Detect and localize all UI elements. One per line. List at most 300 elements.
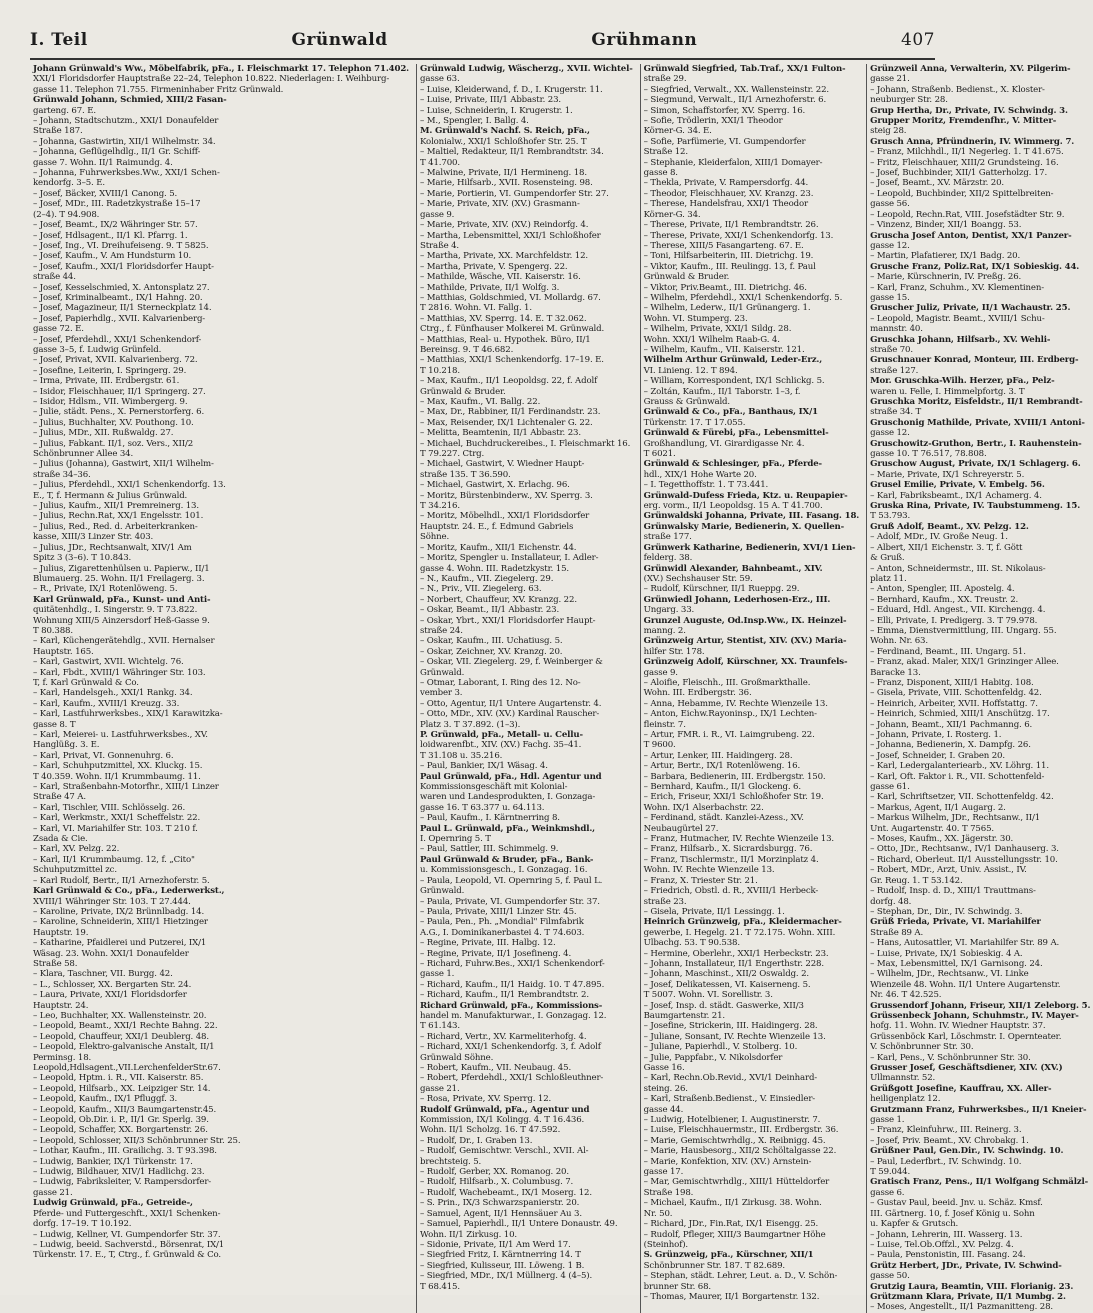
directory-entry-line: gasse 10. T 76.517, 78.808. [870, 449, 987, 460]
directory-entry-line: Perminsg. 18. [33, 1052, 92, 1063]
directory-entry-line: – Leopold, Kaufm., IX/1 Pfluggf. 3. [33, 1094, 178, 1105]
directory-entry-line: V. Schönbrunner Str. 30. [870, 1042, 974, 1053]
directory-entry-line: Neubaugürtel 27. [643, 823, 719, 834]
directory-entry-heading: Gruß Adolf, Beamt., XV. Pelzg. 12. [870, 521, 1029, 532]
directory-entry-line: – I. Tegetthoffstr. 1. T 73.441. [643, 480, 769, 491]
directory-entry-line: – Karoline, Private, IX/2 Brünnlbadg. 14. [33, 906, 205, 917]
directory-entry-line: Straße 4. [420, 240, 459, 251]
directory-entry-line: – Julius, Buchhalter, XV. Pouthong. 10. [33, 417, 194, 428]
directory-entry-line: Großhandlung, VI. Girardigasse Nr. 4. [643, 438, 805, 449]
directory-entry-line: Straße 47 A. [33, 792, 86, 803]
directory-entry-line: – Josef, Priv. Beamt., XV. Chrobakg. 1. [870, 1135, 1029, 1146]
directory-entry-line: gasse 16. T 63.377 u. 64.113. [420, 802, 545, 813]
header-rule [30, 58, 935, 60]
directory-entry-heading: Grüssenbeck Johann, Schuhmstr., IV. Mayer- [870, 1010, 1079, 1021]
directory-entry-line: – Johann, Private, I. Rosterg. 1. [870, 730, 1002, 740]
directory-entry-line: Wohn. XXI/1 Wilhelm Raab-G. 4. [643, 334, 780, 345]
directory-entry-line: Nr. 46. T 42.525. [870, 990, 942, 1001]
directory-entry-line: – Robert, Kaufm., VII. Neubaug. 45. [420, 1063, 572, 1073]
directory-entry-line: – Moses, Kaufm., XX. Jägerstr. 30. [870, 834, 1014, 845]
directory-entry-line: – Eduard, Hdl. Angest., VII. Kirchengg. 4. [870, 605, 1046, 616]
directory-entry-line: – Luise, Schneiderin, I. Krugerstr. 1. [420, 105, 573, 116]
directory-entry-line: – Karl, Meierei- u. Lastfuhrwerksbes., XV. [33, 730, 208, 740]
directory-entry-heading: Heinrich Grünzweig, pFa., Kleidermacher- [643, 917, 842, 928]
directory-entry-line: gasse 63. [420, 74, 460, 85]
directory-entry-line: – Rudolf, Gerber, XX. Romanog. 20. [420, 1167, 569, 1178]
directory-entry-line: – Max, Lebensmittel, IX/1 Garnisong. 24. [870, 958, 1043, 969]
directory-entry-line: – Moses, Angestellt., II/1 Pazmanitteng. 28. [870, 1302, 1053, 1313]
directory-entry-line: – Therese, Handelsfrau, XXI/1 Theodor [643, 199, 808, 210]
directory-entry-line: – Melitta, Beamtenin, II/1 Abbastr. 23. [420, 428, 581, 439]
directory-entry-line: – Stephanie, Kleiderfalon, XIII/1 Domayer- [643, 157, 823, 168]
directory-entry-line: – Laura, Private, XXI/1 Floridsdorfer [33, 990, 187, 1001]
directory-entry-line: – Franz, Milchhdl., II/1 Negerleg. 1. T 41.675. [870, 147, 1064, 158]
directory-entry-line: – Paul, Lederfbrt., IV. Schwindg. 10. [870, 1156, 1022, 1167]
directory-entry-line: – Richard, Kaufm., II/1 Rembrandtstr. 2. [420, 990, 589, 1001]
directory-entry-line: – Martha, Lebensmittel, XXI/1 Schloßhofer [420, 230, 601, 241]
directory-entry-line: Türkenstr. 17. T 17.055. [643, 417, 746, 428]
directory-entry-line: Straße 89 A. [870, 927, 924, 938]
directory-entry-line: – Siegfried, Verwalt., XX. Wallensteinstr. 22. [643, 84, 829, 95]
directory-entry-heading: Grusser Josef, Geschäftsdiener, XIV. (XV.) [870, 1063, 1063, 1073]
directory-entry-line: – Johann, Beamt., XII/1 Pachmanng. 6. [870, 719, 1033, 730]
directory-entry-line: – Karl, Gastwirt, XVII. Wichtelg. 76. [33, 657, 184, 668]
directory-entry-line: – Karl, Schriftsetzer, VII. Schottenfeldg. 42. [870, 792, 1054, 803]
directory-entry-line: A.G., I. Dominikanerbastei 4. T 74.603. [420, 927, 585, 938]
directory-entry-line: – Josef, Kriminalbeamt., IX/1 Hahng. 20. [33, 292, 203, 303]
directory-entry-heading: Grutzig Laura, Beamtin, VIII. Florianig. 23. [870, 1281, 1074, 1292]
directory-entry-line: Grünwald & Bruder. [420, 386, 506, 397]
directory-entry-line: – Karl, Franz, Schuhm., XV. Klementinen- [870, 282, 1044, 293]
directory-entry-line: Grünwald & Bruder. [643, 272, 730, 283]
directory-entry-line: – Fritz, Fleischhauer, XIII/2 Grundsteing. 16. [870, 157, 1059, 168]
page-number: 407 [901, 30, 935, 50]
directory-entry-heading: Grüß Frieda, Private, VI. Mariahilfer [870, 917, 1041, 928]
directory-entry-line: Hauptstr. 24. [33, 1000, 89, 1011]
directory-entry-line: – Martha, Private, V. Spengerg. 22. [420, 261, 568, 272]
directory-entry-line: T 53.793. [870, 511, 911, 522]
directory-entry-line: – Josef, Beamt., XV. Märzstr. 20. [870, 178, 1004, 189]
directory-entry-line: – Markus Wilhelm, JDr., Rechtsanw., II/1 [870, 813, 1041, 824]
directory-entry-line: – Stephan, städt. Lehrer, Leut. a. D., V. Schön- [643, 1271, 838, 1282]
directory-entry-line: – Wilhelm, JDr., Rechtsanw., VI. Linke [870, 969, 1029, 980]
directory-entry-heading: Grünwald & Co., pFa., Banthaus, IX/1 [643, 407, 818, 418]
directory-entry-line: – Viktor, Kaufm., III. Reulingg. 13, f. Paul [643, 261, 816, 272]
directory-entry-line: gasse 8. [643, 168, 678, 179]
directory-entry-line: – Karl, Straßenbahn-Motorfhr., XIII/1 Linzer [33, 782, 219, 793]
directory-entry-line: – Luise, Kleiderwand, f. D., I. Krugerstr. 11. [420, 84, 603, 95]
directory-column-1 [30, 64, 412, 1313]
directory-entry-line: – Robert, MDr., Arzt, Univ. Assist., IV. [870, 865, 1027, 876]
directory-entry-heading: Grünwald & Schlesinger, pFa., Pferde- [643, 459, 822, 470]
directory-entry-line: Kolonialw., XXI/1 Schloßhofer Str. 25. T [420, 136, 587, 147]
directory-entry-line: – Josef, Pferdehdl., XXI/1 Schenkendorf- [33, 334, 202, 345]
directory-entry-line: – Marie, Private, IX/1 Schreyerstr. 5. [870, 469, 1025, 480]
directory-entry-heading: Karl Grünwald & Co., pFa., Lederwerkst., [33, 886, 225, 897]
directory-entry-line: – Thomas, Maurer, II/1 Borgartenstr. 132. [643, 1291, 820, 1302]
directory-entry-line: – Karl, Oft. Faktor i. R., VII. Schottenfeld- [870, 771, 1045, 782]
directory-entry-heading: P. Grünwald, pFa., Metall- u. Cellu- [420, 730, 583, 740]
directory-entry-line: – Franz, Hutmacher, IV. Rechte Wienzeile 13. [643, 834, 834, 845]
directory-entry-line: Straße 198. [643, 1187, 694, 1198]
directory-entry-line: – Julius, Red., Red. d. Arbeiterkranken- [33, 521, 198, 532]
directory-entry-heading: Paul Grünwald, pFa., Hdl. Agentur und [420, 771, 602, 782]
directory-entry-line: Spitz 3 (3–6). T 10.843. [33, 553, 132, 564]
directory-entry-line: straße 44. [33, 272, 76, 283]
directory-entry-line: – Paula, Leopold, VI. Opernring 5, f. Paul L. [420, 875, 603, 886]
directory-entry-line: – Karl, Handelsgeh., XXI/1 Rankg. 34. [33, 688, 193, 699]
directory-entry-line: – Karoline, Schneiderin, XIII/1 Hietzinger [33, 917, 208, 928]
directory-entry-line: – Leopold, Elektro-galvanische Anstalt, II/1 [33, 1042, 215, 1053]
directory-entry-line: T 10.218. [420, 365, 460, 376]
directory-entry-line: – Josef, Delikatessen, VI. Kaiserneng. 5. [643, 979, 811, 990]
directory-entry-line: – S. Prin., IX/3 Schwarzspanierstr. 20. [420, 1198, 580, 1209]
directory-entry-line: Grünwald Söhne. [420, 1052, 494, 1063]
directory-entry-line: T 6021. [643, 449, 676, 460]
directory-entry-line: – Julius, Fabkant. II/1, soz. Vers., XII/2 [33, 438, 194, 449]
directory-entry-line: gewerbe, I. Hegelg. 21. T 72.175. Wohn. XIII. [643, 927, 836, 938]
directory-entry-line: T 40.359. Wohn. II/1 Krummbaumg. 11. [33, 771, 201, 782]
directory-entry-line: – Josefine, Strickerin, III. Haidingerg. 28. [643, 1021, 818, 1032]
directory-entry-line: brechtsteig. 5. [420, 1156, 482, 1167]
directory-entry-line: gasse 12. [870, 240, 910, 251]
directory-entry-line: – Aloifie, Fleischh., III. Großmarkthalle. [643, 677, 811, 688]
directory-entry-line: – Anton, Schneidermstr., III. St. Nikolaus- [870, 563, 1046, 574]
directory-entry-line: Kommission, IX/1 Kolingg. 4. T 16.436. [420, 1115, 585, 1126]
directory-entry-line: gasse 15. [870, 292, 910, 303]
directory-entry-line: Körner-G. 34. [643, 209, 701, 220]
directory-entry-line: VI. Linieng. 12. T 894. [643, 365, 738, 376]
directory-entry-line: – Johanna, Gastwirtin, XII/1 Wilhelmstr. 34. [33, 136, 216, 147]
directory-entry-line: – Franz, Hilfsarb., X. Sicrardsburgg. 76. [643, 844, 813, 855]
directory-entry-heading: Grup Hertha, Dr., Private, IV. Schwindg. 3. [870, 105, 1068, 116]
directory-entry-line: – Maltiel, Redakteur, II/1 Rembrandtstr. 34. [420, 147, 604, 158]
directory-entry-line: – Ludwig, Bankier, IX/1 Türkenstr. 17. [33, 1156, 193, 1167]
directory-entry-line: – Karl, Fbdt., XVIII/1 Währinger Str. 103. [33, 667, 206, 678]
directory-entry-line: Grünwald. [420, 667, 465, 678]
directory-entry-line: Wohn. II/1 Zirkusg. 10. [420, 1229, 518, 1240]
directory-entry-line: Baumgartenstr. 21. [643, 1010, 726, 1021]
directory-entry-line: – Emma, Dienstvermittlung, III. Ungarg. 55. [870, 625, 1057, 636]
directory-entry-line: Söhne. [420, 532, 450, 543]
directory-entry-line: – Malwine, Private, II/1 Hermineng. 18. [420, 168, 587, 179]
directory-entry-line: kendorfg. 3–5. E. [33, 178, 105, 189]
directory-entry-line: – Paul, Bankier, IX/1 Wäsag. 4. [420, 761, 548, 772]
directory-entry-line: T 5007. Wohn. VI. Sorellistr. 3. [643, 990, 773, 1001]
directory-entry-line: – Zoltán, Kaufm., II/1 Taborstr. 1–3, f. [643, 386, 801, 397]
directory-entry-line: – Karl, Tischler, VIII. Schlösselg. 26. [33, 802, 186, 813]
directory-entry-line: – Marie, Konfektion, XIV. (XV.) Arnstein- [643, 1156, 812, 1167]
directory-entry-line: gasse 1. [870, 1115, 905, 1126]
directory-entry-line: – Karl, Werkmstr., XXI/1 Scheffelstr. 22. [33, 813, 201, 824]
directory-entry-line: platz 11. [870, 573, 907, 584]
directory-entry-line: – Regine, Private, III. Halbg. 12. [420, 938, 556, 949]
directory-entry-line: – Leopold, Rechn.Rat, VIII. Josefstädter Str. 9. [870, 209, 1065, 220]
directory-entry-heading: Grütz Herbert, JDr., Private, IV. Schwind- [870, 1260, 1062, 1271]
directory-entry-line: Straße 187. [33, 126, 83, 137]
directory-entry-heading: Grutzmann Franz, Fuhrwerksbes., II/1 Kneier- [870, 1104, 1087, 1115]
directory-column-4 [866, 64, 1093, 1313]
directory-entry-line: gasse 17. [643, 1167, 684, 1178]
directory-entry-heading: Karl Grünwald, pFa., Kunst- und Anti- [33, 594, 211, 605]
directory-entry-line: u. Kapfer & Grutsch. [870, 1219, 959, 1230]
directory-entry-heading: Paul L. Grünwald, pFa., Weinkmshdl., [420, 823, 596, 834]
directory-entry-line: – Wilhelm, Lederw., II/1 Grünangerg. 1. [643, 303, 811, 314]
directory-entry-line: Wohn. III. Erdbergstr. 36. [643, 688, 752, 699]
directory-entry-line: Schönbrunner Allee 34. [33, 449, 134, 460]
directory-entry-line: – Isidor, Fleischhauer, II/1 Springerg. 27. [33, 386, 206, 397]
directory-entry-line: – Heinrich, Arbeiter, XVII. Hoffstattg. 7. [870, 698, 1038, 709]
directory-entry-line: – Leopold, Schaffer, XX. Borgartenstr. 26. [33, 1125, 208, 1136]
directory-entry-line: felderg. 38. [643, 553, 693, 564]
directory-entry-line: – Otmar, Laborant, I. Ring des 12. No- [420, 677, 581, 688]
directory-entry-line: – Rudolf, Insp. d. D., XIII/1 Trauttmans- [870, 886, 1036, 897]
directory-entry-line: – Karl, Privat, VI. Gonnenuhrg. 6. [33, 750, 174, 761]
directory-entry-line: dorfg. 48. [870, 896, 912, 907]
directory-entry-line: Grünwald. [420, 886, 465, 897]
directory-entry-line: – Rudolf, Gemischtwr. Verschl., XVII. Al- [420, 1146, 589, 1157]
directory-entry-line: Straße 58. [33, 958, 78, 969]
directory-entry-line: gasse 61. [870, 782, 910, 793]
directory-entry-line: – Juliane, Sonsant, IV. Rechte Wienzeile 13. [643, 1031, 826, 1042]
directory-entry-line: T 41.700. [420, 157, 460, 168]
directory-entry-heading: Wilhelm Arthur Grünwald, Leder-Erz., [643, 355, 823, 366]
directory-entry-line: – Katharine, Pfaidlerei und Putzerei, IX/1 [33, 938, 207, 949]
directory-entry-line: – Siegfried Fritz, I. Kärntnerring 14. T [420, 1250, 581, 1261]
directory-entry-line: Straße 12. [643, 147, 688, 158]
directory-entry-line: – Therese, Private, II/1 Rembrandtstr. 26. [643, 220, 819, 231]
directory-entry-line: Ullmannstr. 52. [870, 1073, 936, 1084]
directory-entry-heading: Grünwald Johann, Schmied, XIII/2 Fasan- [33, 95, 227, 106]
directory-entry-line: steing. 26. [643, 1083, 688, 1094]
directory-entry-line: – Ludwig, Bildhauer, XIV/1 Hadlichg. 23. [33, 1167, 205, 1178]
directory-entry-line: – Julius, Kaufm., XII/1 Premreinerg. 13. [33, 501, 199, 512]
directory-entry-line: Wohn. Nr. 63. [870, 636, 928, 647]
directory-entry-heading: Gruschnauer Konrad, Monteur, III. Erdberg- [870, 355, 1079, 366]
directory-entry-line: – Moritz, Möbelhdl., XXI/1 Floridsdorfer [420, 511, 590, 522]
directory-entry-line: – Ludwig, Kellner, VI. Gumpendorfer Str. 37. [33, 1229, 221, 1240]
directory-entry-line: straße 29. [643, 74, 687, 85]
directory-entry-line: – Leopold, Magistr. Beamt., XVIII/1 Schu- [870, 313, 1045, 324]
directory-entry-heading: Richard Grünwald, pFa., Kommissions- [420, 1000, 603, 1011]
directory-entry-line: – Johanna, Fuhrwerksbes.Ww., XXI/1 Schen- [33, 168, 220, 179]
directory-entry-heading: Gruska Rina, Private, IV. Taubstummeng. 15. [870, 501, 1081, 512]
running-head-first: Grünwald [291, 30, 388, 50]
directory-entry-heading: Grünzweig Artur, Stentist, XIV. (XV.) Maria- [643, 636, 847, 647]
directory-entry-line: – Wilhelm, Pferdehdl., XXI/1 Schenkendorfg. 5. [643, 292, 843, 303]
directory-entry-line: gasse 50. [870, 1271, 910, 1282]
directory-entry-line: Baracke 13. [870, 667, 921, 678]
directory-entry-line: – Richard, Oberleut. II/1 Ausstellungsstr. 10. [870, 854, 1058, 865]
directory-entry-line: – Oskar, Beamt., II/1 Abbastr. 23. [420, 605, 560, 616]
directory-entry-line: Pferde- und Futtergeschft., XXI/1 Schenken- [33, 1208, 221, 1219]
directory-entry-line: straße 24. [420, 625, 463, 636]
directory-entry-line: (2–4). T 94.908. [33, 209, 100, 220]
directory-entry-line: erg. vorm., II/1 Leopoldsg. 15 A. T 41.700. [643, 501, 823, 512]
directory-entry-line: – Julius, JDr., Rechtsanwalt, XIV/1 Am [33, 542, 192, 553]
directory-entry-line: – Josefine, Leiterin, I. Springerg. 29. [33, 365, 187, 376]
directory-entry-heading: Johann Grünwald's Ww., Möbelfabrik, pFa., I. Fleischmarkt 17. Telephon 71.402. [33, 64, 409, 74]
directory-entry-line: – Karl, Küchengerätehdlg., XVII. Hernalser [33, 636, 215, 647]
directory-entry-line: – Ferdinand, Beamt., III. Ungarg. 51. [870, 646, 1026, 657]
directory-entry-line: I. Opernring 5. T [420, 834, 491, 845]
directory-entry-line: – Artur, Lenker, III. Haidingerg. 28. [643, 750, 793, 761]
directory-entry-line: – Rudolf, Hilfsarb., X. Columbusg. 7. [420, 1177, 574, 1188]
directory-entry-line: – Leopold, Schlosser, XII/3 Schönbrunner Str. 25. [33, 1135, 241, 1146]
directory-entry-line: Wohn. IX/1 Alserbachstr. 22. [643, 802, 764, 813]
directory-entry-line: T 2816. Wohn. VI. Fallg. 1. [420, 303, 532, 314]
directory-entry-heading: Gruscher Juliz, Private, II/1 Wachaustr. 25. [870, 303, 1071, 314]
directory-entry-line: – Ludwig, beeid. Sachverstd., Börsenrat, IX/1 [33, 1239, 225, 1250]
directory-entry-line: – Marie, Portierin, VI. Gumpendorfer Str. 27. [420, 188, 609, 199]
directory-column-3 [640, 64, 863, 1313]
directory-entry-line: – Therese, Private, XXI/1 Schenkendorfg. 13. [643, 230, 834, 241]
directory-entry-line: – Anton, Eichw.Rayoninsp., IX/1 Lechten- [643, 709, 817, 720]
directory-entry-line: – Wilhelm, Kaufm., VII. Kaiserstr. 121. [643, 344, 805, 355]
directory-entry-line: – Rudolf, Dr., I. Graben 13. [420, 1135, 533, 1146]
directory-entry-line: Wohn. VI. Stumperg. 23. [643, 313, 748, 324]
directory-entry-line: – Julius, Pferdehdl., XXI/1 Schenkendorfg. 13. [33, 480, 226, 491]
directory-entry-line: – Therese, XIII/5 Fasangarteng. 67. E. [643, 240, 804, 251]
directory-entry-line: straße 127. [870, 365, 919, 376]
section-label: I. Teil [30, 30, 88, 50]
directory-entry-line: kasse, XIII/3 Linzer Str. 403. [33, 532, 154, 543]
directory-entry-heading: Grusel Emilie, Private, V. Embelg. 56. [870, 480, 1045, 491]
directory-entry-line: – Josef, Insp. d. städt. Gaswerke, XII/3 [643, 1000, 804, 1011]
directory-entry-line: – Paula, Penstonistin, III. Fasang. 24. [870, 1250, 1026, 1261]
directory-entry-line: Wohn. IV. Rechte Wienzeile 13. [643, 865, 775, 876]
directory-entry-line: – Otto, JDr., Rechtsanw., IV/1 Danhauserg. 3. [870, 844, 1059, 855]
directory-entry-line: Kommissionsgeschäft mit Kolonial- [420, 782, 568, 793]
directory-entry-line: dorfg. 17–19. T 10.192. [33, 1219, 132, 1230]
directory-entry-heading: Ludwig Grünwald, pFa., Getreide-, [33, 1198, 193, 1209]
directory-entry-line: – Rudolf, Kürschner, II/1 Rueppg. 29. [643, 584, 800, 595]
directory-entry-line: – Luise, Private, III/1 Abbastr. 23. [420, 95, 561, 106]
directory-entry-line: gasse 6. [870, 1187, 905, 1198]
directory-entry-line: – Sidonie, Private, II/1 Am Werd 17. [420, 1239, 571, 1250]
directory-entry-line: – Josef, Privat, XVII. Kalvarienberg. 72. [33, 355, 198, 366]
directory-entry-line: – Karl, VI. Mariahilfer Str. 103. T 210 f. [33, 823, 198, 834]
directory-entry-line: mannstr. 40. [870, 324, 923, 335]
directory-entry-line: – Oskar, VII. Ziegelerg. 29, f. Weinberger & [420, 657, 603, 668]
directory-entry-line: T 9600. [643, 740, 676, 751]
directory-entry-line: T 79.227. Ctrg. [420, 449, 485, 460]
directory-entry-line: hilfer Str. 178. [643, 646, 705, 657]
page-header [30, 30, 935, 56]
directory-entry-line: – Julie, Pappfabr., V. Nikolsdorfer [643, 1052, 783, 1063]
directory-entry-line: – Johann, Stadtschutzm., XXI/1 Donaufelder [33, 116, 219, 127]
directory-entry-line: manng. 2. [643, 625, 686, 636]
directory-entry-line: Wohnung XIII/5 Ainzersdorf Heß-Gasse 9. [33, 615, 210, 626]
directory-columns [30, 64, 1091, 1313]
directory-entry-line: – Lothar, Kaufm., III. Grailichg. 3. T 93.398. [33, 1146, 217, 1157]
directory-entry-line: – Josef, Kesselschmied, X. Antonsplatz 27. [33, 282, 210, 293]
directory-entry-line: gasse 21. [420, 1083, 460, 1094]
directory-entry-line: XXI/1 Floridsdorfer Hauptstraße 22–24, Telephon 10.822. Niederlagen: I. Weihburg- [33, 74, 390, 85]
directory-entry-line: – Josef, Buchbinder, XII/1 Gatterholzg. 17. [870, 168, 1048, 179]
directory-entry-line: – Josef, Ing., VI. Dreihufeiseng. 9. T 5825. [33, 240, 209, 251]
directory-entry-line: – Vinzenz, Binder, XII/1 Boangg. 53. [870, 220, 1022, 231]
directory-entry-line: Hauptstr. 165. [33, 646, 94, 657]
directory-entry-line: hdl., XIX/1 Hohe Warte 20. [643, 469, 757, 480]
directory-entry-line: – Max, Kaufm., VI. Ballg. 22. [420, 397, 541, 407]
directory-entry-line: – Johann, Installateur, II/1 Engerthstr. 228. [643, 958, 824, 969]
directory-entry-line: gasse 4. Wohn. III. Radetzkystr. 15. [420, 563, 569, 574]
directory-entry-line: T 61.143. [420, 1021, 460, 1032]
directory-entry-line: – Barbara, Bedienerin, III. Erdbergstr. 150. [643, 771, 826, 782]
directory-entry-line: – Gisela, Private, II/1 Lessingg. 1. [643, 906, 785, 917]
directory-entry-line: – Siegfried, MDr., IX/1 Müllnerg. 4 (4–5). [420, 1271, 593, 1282]
directory-entry-line: XVIII/1 Währinger Str. 103. T 27.444. [33, 896, 191, 907]
directory-entry-line: – Bernhard, Kaufm., II/1 Glockeng. 6. [643, 782, 801, 793]
directory-entry-line: – Markus, Agent, II/1 Augarg. 2. [870, 802, 1006, 813]
directory-entry-line: – Luise, Fleischhauermstr., III. Erdbergstr. 36. [643, 1125, 839, 1136]
directory-entry-line: – M., Spengler, I. Ballg. 4. [420, 116, 529, 127]
directory-entry-line: – Josef, Hdlsagent., II/1 Kl. Pfarrg. 1. [33, 230, 188, 241]
directory-entry-line: Schuhputzmittel zc. [33, 865, 117, 876]
directory-entry-heading: Grünwidl Alexander, Bahnbeamt., XIV. [643, 563, 823, 574]
directory-entry-line: – Josef, Beamt., IX/2 Währinger Str. 57. [33, 220, 198, 231]
directory-entry-line: & Gruß. [870, 553, 905, 564]
directory-entry-line: – Moritz, Spengler u. Installateur, I. Adler- [420, 553, 599, 564]
directory-entry-line: – Mathilde, Private, II/1 Wolfg. 3. [420, 282, 560, 293]
directory-entry-line: – Marie, Private, XIV. (XV.) Grasmann- [420, 199, 580, 210]
directory-entry-line: – Karl Rudolf, Bertr., II/1 Arnezhoferstr. 5. [33, 875, 210, 886]
directory-entry-line: – Simon, Schaffstorfer, XV. Sperrg. 16. [643, 105, 806, 116]
directory-entry-line: – Richard, XXI/1 Schenkendorfg. 3, f. Adolf [420, 1042, 601, 1053]
directory-entry-line: – Stephan, Dr., Dir., IV. Schwindg. 3. [870, 906, 1023, 917]
directory-entry-line: – Max, Kaufm., II/1 Leopoldsg. 22, f. Adolf [420, 376, 598, 387]
directory-entry-line: Gasse 16. [643, 1063, 685, 1073]
directory-entry-heading: Grünwerk Katharine, Bedienerin, XVI/1 Lien- [643, 542, 856, 553]
directory-entry-line: – Otto, MDr., XIV. (XV.) Kardinal Rauscher- [420, 709, 600, 720]
directory-entry-line: – Richard, Vertr., XV. Karmeliterhofg. 4. [420, 1031, 587, 1042]
directory-entry-line: – Norbert, Chauffeur, XV. Kranzg. 22. [420, 594, 577, 605]
directory-entry-line: – Leopold, Buchbinder, XII/2 Spittelbreiten- [870, 188, 1054, 199]
directory-entry-line: T 68.415. [420, 1281, 460, 1292]
directory-entry-line: E., T, f. Hermann & Julius Grünwald. [33, 490, 188, 501]
directory-entry-line: – Marie, Kürschnerin, IV. Preßg. 26. [870, 272, 1022, 283]
directory-entry-heading: Grussendorf Johann, Friseur, XII/1 Zeleborg. 5. [870, 1000, 1091, 1011]
directory-entry-line: – Friedrich, Obstl. d. R., XVIII/1 Herbeck- [643, 886, 819, 897]
directory-entry-line: – Josef, Kaufm., V. Am Hundsturm 10. [33, 251, 192, 262]
directory-entry-line: – Julius, MDr., XII. Rußwaldg. 27. [33, 428, 174, 439]
directory-entry-heading: Grünwiedl Johann, Lederhosen-Erz., III. [643, 594, 831, 605]
directory-entry-line: – Karl, Ledergalanteriearb., XV. Löhrg. 11. [870, 761, 1049, 772]
directory-entry-line: – Luise, Tel.Ob.Offzl., XV. Pelzg. 4. [870, 1239, 1014, 1250]
directory-entry-line: – Martin, Plafatierer, IX/1 Badg. 20. [870, 251, 1021, 262]
directory-entry-line: – Hans, Autosattler, VI. Mariahilfer Str. 89 A. [870, 938, 1060, 949]
directory-entry-line: – Ferdinand, städt. Kanzlei-Azess., XV. [643, 813, 804, 824]
directory-entry-line: – Mathilde, Wäsche, VII. Kaiserstr. 16. [420, 272, 581, 283]
directory-entry-line: Zsada & Cie. [33, 834, 88, 845]
directory-entry-line: gasse 11. Telephon 71.755. Firmeninhaber Fritz Grünwald. [33, 84, 284, 95]
directory-entry-line: – Siegfried, Kulisseur, III. Löweng. 1 B. [420, 1260, 585, 1271]
directory-entry-line: vember 3. [420, 688, 463, 699]
directory-entry-line: – Josef, Bäcker, XVIII/1 Canong. 5. [33, 188, 178, 199]
directory-entry-line: – Thekla, Private, V. Rampersdorfg. 44. [643, 178, 809, 189]
directory-entry-line: – Franz, akad. Maler, XIX/1 Grinzinger Allee. [870, 657, 1059, 668]
directory-entry-line: – Toni, Hilfsarbeiterin, III. Dietrichg. 19. [643, 251, 814, 262]
directory-entry-line: Grüssenböck Karl, Löschmstr. I. Opernteater. [870, 1031, 1062, 1042]
directory-entry-line: – Luise, Private, IX/1 Sobieskig. 4 A. [870, 948, 1023, 959]
directory-entry-line: – Otto, Agentur, II/1 Untere Augartenstr. 4. [420, 698, 602, 709]
directory-entry-line: – Paul, Sattler, III. Schimmelg. 9. [420, 844, 559, 855]
directory-entry-line: Türkenstr. 17. E., T, Ctrg., f. Grünwald & Co. [33, 1250, 221, 1261]
directory-entry-line: – R., Private, IX/1 Rotenlöweng. 5. [33, 584, 178, 595]
directory-entry-line: – Bernhard, Kaufm., XX. Treustr. 2. [870, 594, 1019, 605]
directory-entry-line: – Hermine, Oberlehr., XXI/1 Herbeckstr. 23. [643, 948, 829, 959]
